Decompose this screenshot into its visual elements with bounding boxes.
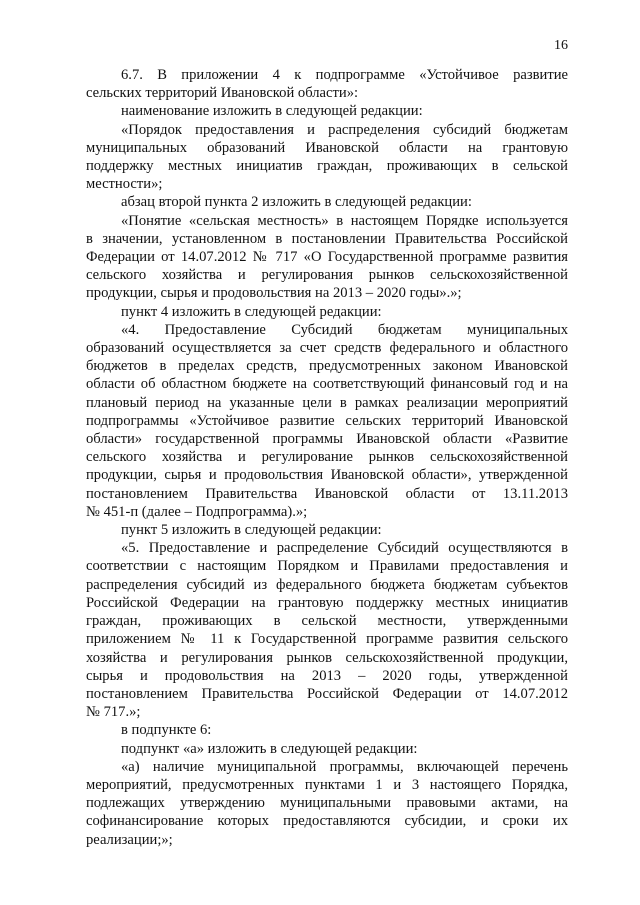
text-line: области об областном бюджете на соответствующий финансовый год и на xyxy=(86,376,568,393)
text-line: хозяйства и регулирования рынков сельскохозяйственной продукции, xyxy=(86,649,568,666)
text-line: 6.7. В приложении 4 к подпрограмме «Устойчивое развитие xyxy=(121,67,568,83)
text-line: «4. Предоставление Субсидий бюджетам муниципальных xyxy=(121,321,568,338)
text-line: соответствии с настоящим Порядком и Правилами предоставления и xyxy=(86,558,568,575)
text-line: № 451-п (далее – Подпрограмма).»; xyxy=(86,503,308,520)
paragraph-p1 xyxy=(86,66,568,102)
page-number: 16 xyxy=(554,38,568,53)
text-line: в значении, установленном в постановлении Правительства Российской xyxy=(86,230,568,247)
text-line: поддержку местных инициатив граждан, проживающих в сельской xyxy=(86,158,568,175)
paragraph-p11 xyxy=(86,740,568,758)
text-line: сельских территорий Ивановской области»: xyxy=(86,85,359,102)
text-line: области» государственной программы Ивановской области «Развитие xyxy=(86,431,568,448)
text-line: Федерации от 14.07.2012 № 717 «О Государственной программе развития xyxy=(86,249,568,266)
paragraph-p8 xyxy=(86,521,568,539)
paragraph-p7 xyxy=(86,321,568,521)
text-line: «Понятие «сельская местность» в настоящем Порядке используется xyxy=(121,212,568,229)
paragraph-p12 xyxy=(86,758,568,849)
text-line: продукции, сырья и продовольствия на 2013 – 2020 годы».»; xyxy=(86,285,462,302)
text-line: «5. Предоставление и распределение Субсидий осуществляются в xyxy=(121,540,568,557)
text-line: мероприятий, предусмотренных пунктами 1 и 3 настоящего Порядка, xyxy=(86,776,568,793)
text-line: софинансирование которых предоставляются субсидии, и сроки их xyxy=(86,813,568,830)
text-line: бюджетов в пределах средств, предусмотренных законом Ивановской xyxy=(86,358,568,375)
text-line: подпрограммы «Устойчивое развитие сельских территорий Ивановской xyxy=(86,412,568,429)
text-line: продукции, сырья и продовольствия Ивановской области», утвержденной xyxy=(86,467,568,484)
text-line: пункт 5 изложить в следующей редакции: xyxy=(121,522,382,539)
text-line: наименование изложить в следующей редакции: xyxy=(121,103,423,120)
text-line: граждан, проживающих в сельской местности, утвержденными xyxy=(86,613,568,630)
text-line: муниципальных образований Ивановской области на грантовую xyxy=(86,139,568,156)
text-line: местности»; xyxy=(86,176,163,193)
text-line: «а) наличие муниципальной программы, включающей перечень xyxy=(121,758,568,775)
paragraph-p5 xyxy=(86,212,568,303)
text-line: постановлением Правительства Российской Федерации от 14.07.2012 xyxy=(86,685,568,702)
text-line: Российской Федерации на грантовую поддержку местных инициатив xyxy=(86,594,568,611)
text-line: приложением № 11 к Государственной программе развития сельского xyxy=(86,631,568,648)
paragraph-p9 xyxy=(86,539,568,721)
paragraph-p3 xyxy=(86,121,568,194)
paragraph-p10 xyxy=(86,721,568,739)
text-line: абзац второй пункта 2 изложить в следующей редакции: xyxy=(121,194,472,211)
text-line: постановлением Правительства Ивановской области от 13.11.2013 xyxy=(86,485,568,502)
paragraph-p4 xyxy=(86,193,568,211)
text-line: в подпункте 6: xyxy=(121,722,212,739)
text-line: образований осуществляется за счет средств федерального и областного xyxy=(86,340,568,357)
text-line: плановый период на указанные цели в рамках реализации мероприятий xyxy=(86,394,568,411)
text-line: сельского хозяйства и регулирования рынков сельскохозяйственной xyxy=(86,267,568,284)
text-line: подпункт «а» изложить в следующей редакции: xyxy=(121,740,418,757)
paragraph-p2 xyxy=(86,102,568,120)
text-line: распределения субсидий из федерального бюджета бюджетам субъектов xyxy=(86,576,568,593)
text-line: сельского хозяйства и регулирование рынков сельскохозяйственной xyxy=(86,449,568,466)
text-line: пункт 4 изложить в следующей редакции: xyxy=(121,303,382,320)
paragraph-p6 xyxy=(86,303,568,321)
text-line: подлежащих утверждению муниципальными правовыми актами, на xyxy=(86,795,568,812)
text-line: реализации;»; xyxy=(86,831,173,848)
text-line: «Порядок предоставления и распределения субсидий бюджетам xyxy=(121,121,568,138)
document-body xyxy=(86,66,568,849)
text-line: сырья и продовольствия на 2013 – 2020 годы, утвержденной xyxy=(86,667,568,684)
text-line: № 717.»; xyxy=(86,704,141,721)
